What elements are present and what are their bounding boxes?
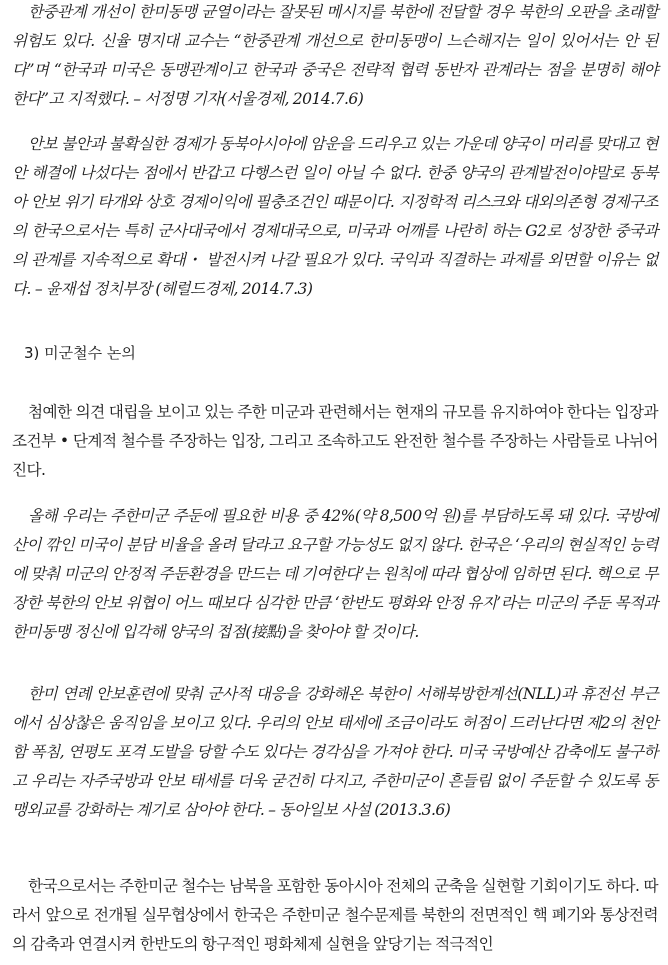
paragraph-korea-china-relations-quote-2: 안보 불안과 불확실한 경제가 동북아시아에 암운을 드리우고 있는 가운데 양국이 머리를 맞대고 현안 해결에 나섰다는 점에서 반갑고 다행스런 일이 아닐 수 없다. 한중 양국의 관계발전이야말로 동북아 안보 위기 타개와 상호 경제이익에 필충조건인 때문이다. 지정학적 리스크와 대외의존형 경제구조의 한국으로서는 특히 군사대국에서 경제대국으로, 미국과 어깨를 나란히 하는 G2로 성장한 중국과의 관계를 지속적으로 확대・ 발전시켜 나갈 필요가 있다. 국익과 직결하는 과제를 외면할 이유는 없다. – 윤재섭 정치부장 (헤럴드경제, 2014.7.3) bbox=[12, 135, 658, 298]
paragraph-usfk-debate-intro: 첨예한 의견 대립을 보이고 있는 주한 미군과 관련해서는 현재의 규모를 유지하여야 한다는 입장과 조건부 • 단계적 철수를 주장하는 입장, 그리고 조속하고도 완전한 철수를 주장하는 사람들로 나뉘어 진다. bbox=[12, 403, 658, 479]
paragraph-usfk-cost-quote: 올해 우리는 주한미군 주둔에 필요한 비용 중 42%(약 8,500억 원)를 부담하도록 돼 있다. 국방예산이 깎인 미국이 분담 비율을 올려 달라고 요구할 가능성도 없지 않다. 한국은 ‘우리의 현실적인 능력에 맞춰 미군의 안정적 주둔환경을 만드는 데 기여한다’는 원칙에 따라 협상에 임하면 된다. 핵으로 무장한 북한의 안보 위협이 어느 때보다 심각한 만큼 ‘한반도 평화와 안정 유지’라는 미군의 주둔 목적과 한미동맹 정신에 입각해 양국의 접점(接點)을 찾아야 할 것이다. bbox=[12, 507, 658, 641]
section-heading: 3) 미군철수 논의 bbox=[24, 344, 136, 362]
paragraph-usfk-security-quote: 한미 연례 안보훈련에 맞춰 군사적 대응을 강화해온 북한이 서해북방한계선(NLL)과 휴전선 부근에서 심상찮은 움직임을 보이고 있다. 우리의 안보 태세에 조금이라도 허점이 드러난다면 제2의 천안함 폭침, 연평도 포격 도발을 당할 수도 있다는 경각심을 가져야 한다. 미국 국방예산 감축에도 불구하고 우리는 자주국방과 안보 태세를 더욱 굳건히 다지고, 주한미군이 흔들림 없이 주둔할 수 있도록 동맹외교를 강화하는 계기로 삼아야 한다. – 동아일보 사설 (2013.3.6) bbox=[12, 685, 658, 819]
paragraph-korea-china-relations-quote-1: 한중관계 개선이 한미동맹 균열이라는 잘못된 메시지를 북한에 전달할 경우 북한의 오판을 초래할 위험도 있다. 신율 명지대 교수는 “한중관계 개선으로 한미동맹이 느슨해지는 일이 있어서는 안 된다”며 “한국과 미국은 동맹관계이고 한국과 중국은 전략적 협력 동반자 관계라는 점을 분명히 해야 한다”고 지적했다. – 서정명 기자(서울경제, 2014.7.6) bbox=[12, 3, 658, 108]
paragraph-usfk-withdrawal-opportunity: 한국으로서는 주한미군 철수는 남북을 포함한 동아시아 전체의 군축을 실현할 기회이기도 하다. 따라서 앞으로 전개될 실무협상에서 한국은 주한미군 철수문제를 북한의 전면적인 핵 폐기와 통상전력의 감축과 연결시켜 한반도의 항구적인 평화체제 실현을 앞당기는 적극적인 bbox=[12, 877, 658, 953]
bottom-clip bbox=[0, 870, 668, 965]
